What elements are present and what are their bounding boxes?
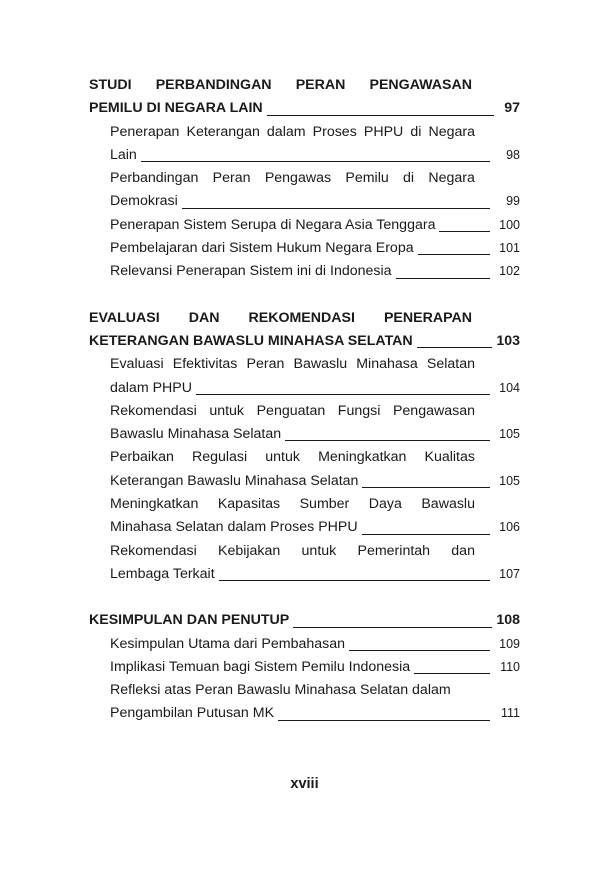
entry-word: Fungsi — [337, 402, 381, 419]
entry-word: Minahasa — [356, 356, 418, 373]
entry-title: Lain — [110, 146, 137, 163]
page-number: 105 — [499, 473, 520, 488]
entry-text-line — [110, 400, 520, 423]
toc-section-kesimpulan — [89, 609, 520, 725]
entry-word: Regulasi — [191, 449, 248, 466]
entry-title: Pembelajaran dari Sistem Hukum Negara Eropa — [110, 240, 414, 257]
toc-entry[interactable] — [110, 260, 520, 283]
dot-leader — [285, 439, 490, 441]
toc-entry[interactable] — [110, 423, 520, 446]
entry-word: Penerapan — [110, 123, 180, 140]
page-number: 110 — [500, 659, 520, 674]
entry-word: Bawaslu — [421, 496, 475, 513]
entry-text-line — [110, 493, 520, 516]
entry-title: Kesimpulan Utama dari Pembahasan — [110, 635, 346, 652]
dot-leader — [349, 649, 490, 651]
entry-title: Implikasi Temuan bagi Sistem Pemilu Indonesia — [110, 658, 411, 675]
chapter-title: KESIMPULAN DAN PENUTUP — [89, 612, 290, 629]
toc-entry[interactable] — [110, 702, 520, 725]
page-number-footer: xviii — [290, 776, 319, 792]
entry-word: Negara — [428, 170, 475, 187]
entry-word: Penguatan — [256, 402, 326, 419]
entry-title: Penerapan Sistem Serupa di Negara Asia Tenggara — [110, 216, 436, 233]
entry-word: Efektivitas — [172, 356, 238, 373]
chapter-title: PEMILU DI NEGARA LAIN — [89, 100, 263, 117]
entry-word: Pemerintah — [357, 542, 431, 559]
page-number: 98 — [506, 147, 520, 162]
entry-word: Rekomendasi — [110, 542, 197, 559]
entry-text-line — [110, 540, 520, 563]
entry-text-line — [110, 353, 520, 376]
entry-word: Perbandingan — [110, 170, 199, 187]
dot-leader — [417, 346, 493, 348]
title-word: PENGAWASAN — [369, 77, 472, 93]
toc-entry[interactable] — [110, 470, 520, 493]
entry-title: Pengambilan Putusan MK — [110, 705, 275, 722]
title-word: PENERAPAN — [383, 309, 472, 326]
page-number: 102 — [499, 264, 520, 279]
page-number: 101 — [499, 241, 520, 256]
dot-leader — [293, 626, 492, 628]
entry-title: Minahasa Selatan dalam Proses PHPU — [110, 519, 358, 536]
entry-word: Daya — [368, 496, 402, 513]
page-number: 107 — [499, 566, 520, 581]
entry-title: Lembaga Terkait — [110, 565, 215, 582]
entry-word: Selatan — [426, 356, 475, 373]
toc-section-studi-perbandingan — [89, 74, 520, 284]
chapter-title-line — [89, 74, 520, 97]
entry-word: Kapasitas — [217, 496, 281, 513]
entry-word: Kualitas — [424, 449, 475, 466]
entry-word: Peran — [212, 170, 251, 187]
entry-word: Pengawasan — [392, 402, 475, 419]
entry-word: Pengawas — [264, 170, 332, 187]
chapter-title: KETERANGAN BAWASLU MINAHASA SELATAN — [89, 332, 413, 349]
toc-entry[interactable] — [110, 144, 520, 167]
entry-title: dalam PHPU — [110, 379, 193, 396]
entry-word: dalam — [266, 123, 306, 140]
entry-text-line — [110, 121, 520, 144]
chapter-title-line — [89, 307, 520, 330]
entry-word: Bawaslu — [293, 356, 348, 373]
toc-entry-chapter[interactable] — [89, 609, 520, 632]
dot-leader — [219, 579, 490, 581]
toc-entry[interactable] — [110, 214, 520, 237]
entry-word: Proses — [312, 123, 357, 140]
toc-entry-chapter[interactable] — [89, 97, 520, 120]
entry-word: Pemilu — [345, 170, 389, 187]
toc-section-evaluasi — [89, 307, 520, 587]
dot-leader — [418, 253, 490, 255]
page-number: 97 — [504, 100, 520, 117]
entry-word: untuk — [265, 449, 300, 466]
dot-leader — [141, 160, 490, 162]
dot-leader — [439, 230, 490, 232]
toc-entry[interactable] — [110, 633, 520, 656]
toc-entry[interactable] — [110, 516, 520, 539]
entry-text-line — [110, 679, 520, 702]
entry-word: Rekomendasi — [110, 402, 197, 419]
entry-word: Perbaikan — [110, 449, 174, 466]
dot-leader — [362, 486, 490, 488]
title-word: PERAN — [295, 77, 346, 93]
dot-leader — [196, 393, 490, 395]
title-word: PERBANDINGAN — [155, 77, 272, 93]
page-number: 106 — [499, 520, 520, 535]
entry-word: untuk — [209, 402, 245, 419]
toc-entry[interactable] — [110, 190, 520, 213]
entry-word: Evaluasi — [110, 356, 164, 373]
page-number: 105 — [499, 427, 520, 442]
dot-leader — [362, 533, 490, 535]
entry-word: Negara — [428, 123, 475, 140]
entry-word: Meningkatkan — [318, 449, 407, 466]
entry-title: Relevansi Penerapan Sistem ini di Indonesia — [110, 263, 392, 280]
toc-entry-chapter[interactable] — [89, 330, 520, 353]
entry-title: Keterangan Bawaslu Minahasa Selatan — [110, 472, 359, 489]
entry-title: Demokrasi — [110, 193, 178, 210]
dot-leader — [414, 672, 490, 674]
entry-word: Peran — [246, 356, 285, 373]
toc-entry[interactable] — [110, 656, 520, 679]
toc-entry[interactable] — [110, 377, 520, 400]
toc-entry[interactable] — [110, 237, 520, 260]
entry-text-line — [110, 446, 520, 469]
entry-word: Keterangan — [186, 123, 260, 140]
entry-word: untuk — [301, 542, 337, 559]
page-number: 109 — [499, 636, 520, 651]
page-number: 100 — [499, 217, 520, 232]
entry-word: di — [403, 170, 415, 187]
dot-leader — [278, 719, 490, 721]
toc-entry[interactable] — [110, 563, 520, 586]
page-number: 108 — [496, 612, 520, 629]
entry-title: Refleksi atas Peran Bawaslu Minahasa Selatan dalam — [110, 682, 451, 699]
entry-word: di — [410, 123, 422, 140]
title-word: STUDI — [89, 77, 132, 93]
dot-leader — [396, 277, 490, 279]
entry-word: Sumber — [299, 496, 350, 513]
title-word: REKOMENDASI — [248, 309, 355, 326]
entry-title: Bawaslu Minahasa Selatan — [110, 426, 282, 443]
entry-word: Meningkatkan — [110, 496, 199, 513]
page-number: 99 — [506, 194, 520, 209]
entry-word: Kebijakan — [217, 542, 281, 559]
dot-leader — [182, 207, 490, 209]
page-number: 104 — [499, 380, 520, 395]
table-of-contents — [89, 74, 520, 749]
dot-leader — [267, 114, 494, 116]
title-word: DAN — [188, 309, 220, 326]
page-number: 111 — [500, 706, 520, 721]
entry-text-line — [110, 167, 520, 190]
entry-word: PHPU — [363, 123, 404, 140]
page-number: 103 — [496, 332, 520, 349]
entry-word: dan — [451, 542, 475, 559]
title-word: EVALUASI — [89, 309, 160, 326]
